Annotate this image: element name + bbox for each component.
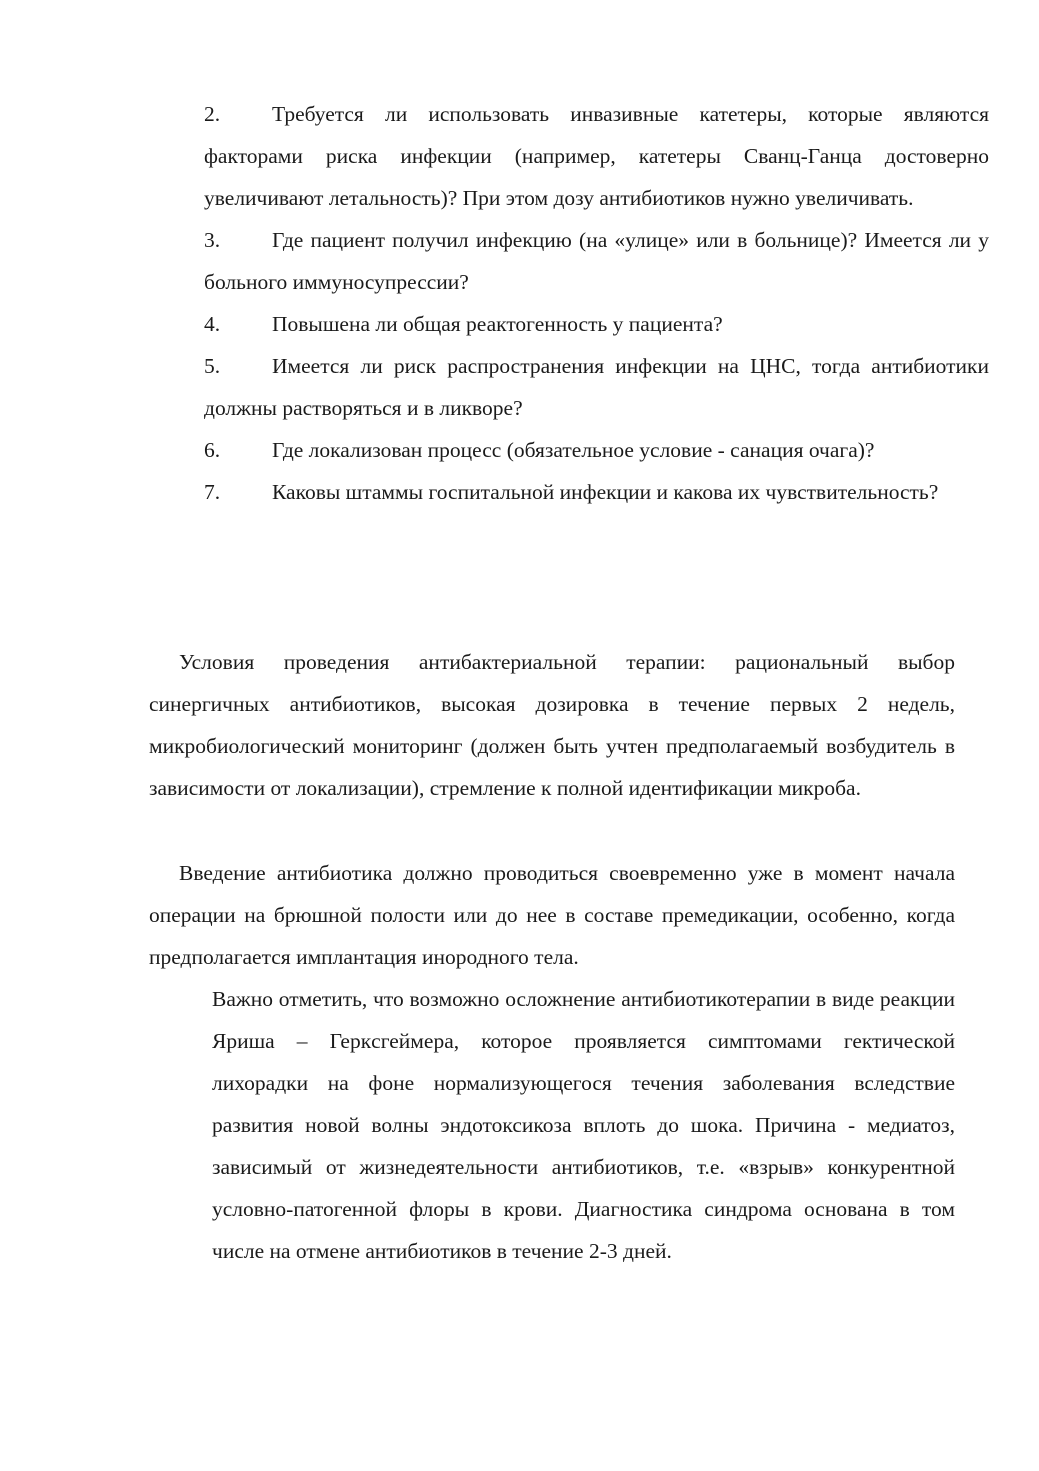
list-item: [204, 219, 989, 303]
list-item-text: Повышена ли общая реактогенность у пациента?: [272, 312, 723, 336]
list-item-number: 6.: [204, 438, 221, 462]
paragraph-antibiotic-timing: Введение антибиотика должно проводиться своевременно уже в момент начала операции на брюшной полости или до нее в составе премедикации, особенно, когда предполагается имплантация инородного тела.: [149, 861, 955, 969]
list-item-text: Требуется ли использовать инвазивные катетеры, которые являются факторами риска инфекции (например, катетеры Сванц-Ганца достоверно увеличивают летальность)? При этом дозу антибиотиков нужно увеличивать.: [204, 102, 989, 210]
list-item-text: Где локализован процесс (обязательное условие - санация очага)?: [272, 438, 875, 462]
list-item-text: Где пациент получил инфекцию (на «улице» или в больнице)? Имеется ли у больного иммуносупрессии?: [204, 228, 989, 294]
paragraph-therapy-conditions: Условия проведения антибактериальной терапии: рациональный выбор синергичных антибиотиков, высокая дозировка в течение первых 2 недель, микробиологический мониторинг (должен быть учтен предполагаемый возбудитель в зависимости от локализации), стремление к полной идентификации микроба.: [149, 650, 955, 800]
list-item-number: 5.: [204, 354, 221, 378]
numbered-list: [204, 93, 989, 513]
list-item-text: Каковы штаммы госпитальной инфекции и какова их чувствительность?: [272, 480, 939, 504]
list-item: [204, 345, 989, 429]
list-item-text: Имеется ли риск распространения инфекции на ЦНС, тогда антибиотики должны растворяться и в ликворе?: [204, 354, 989, 420]
list-item: [204, 93, 989, 219]
list-item: [204, 303, 989, 345]
list-item-number: 4.: [204, 312, 221, 336]
list-item: [204, 429, 955, 471]
list-item-number: 2.: [204, 102, 221, 126]
list-item: [204, 471, 955, 513]
paragraph-jarisch-herxheimer: Важно отметить, что возможно осложнение антибиотикотерапии в виде реакции Яриша – Геркcгеймера, которое проявляется симптомами гектической лихорадки на фоне нормализующегося течения заболевания вследствие развития новой волны эндотоксикоза вплоть до шока. Причина - медиатоз, зависимый от жизнедеятельности антибиотиков, т.е. «взрыв» конкурентной условно-патогенной флоры в крови. Диагностика синдрома основана в том числе на отмене антибиотиков в течение 2-3 дней.: [212, 987, 955, 1263]
list-item-number: 3.: [204, 228, 221, 252]
list-item-number: 7.: [204, 480, 221, 504]
